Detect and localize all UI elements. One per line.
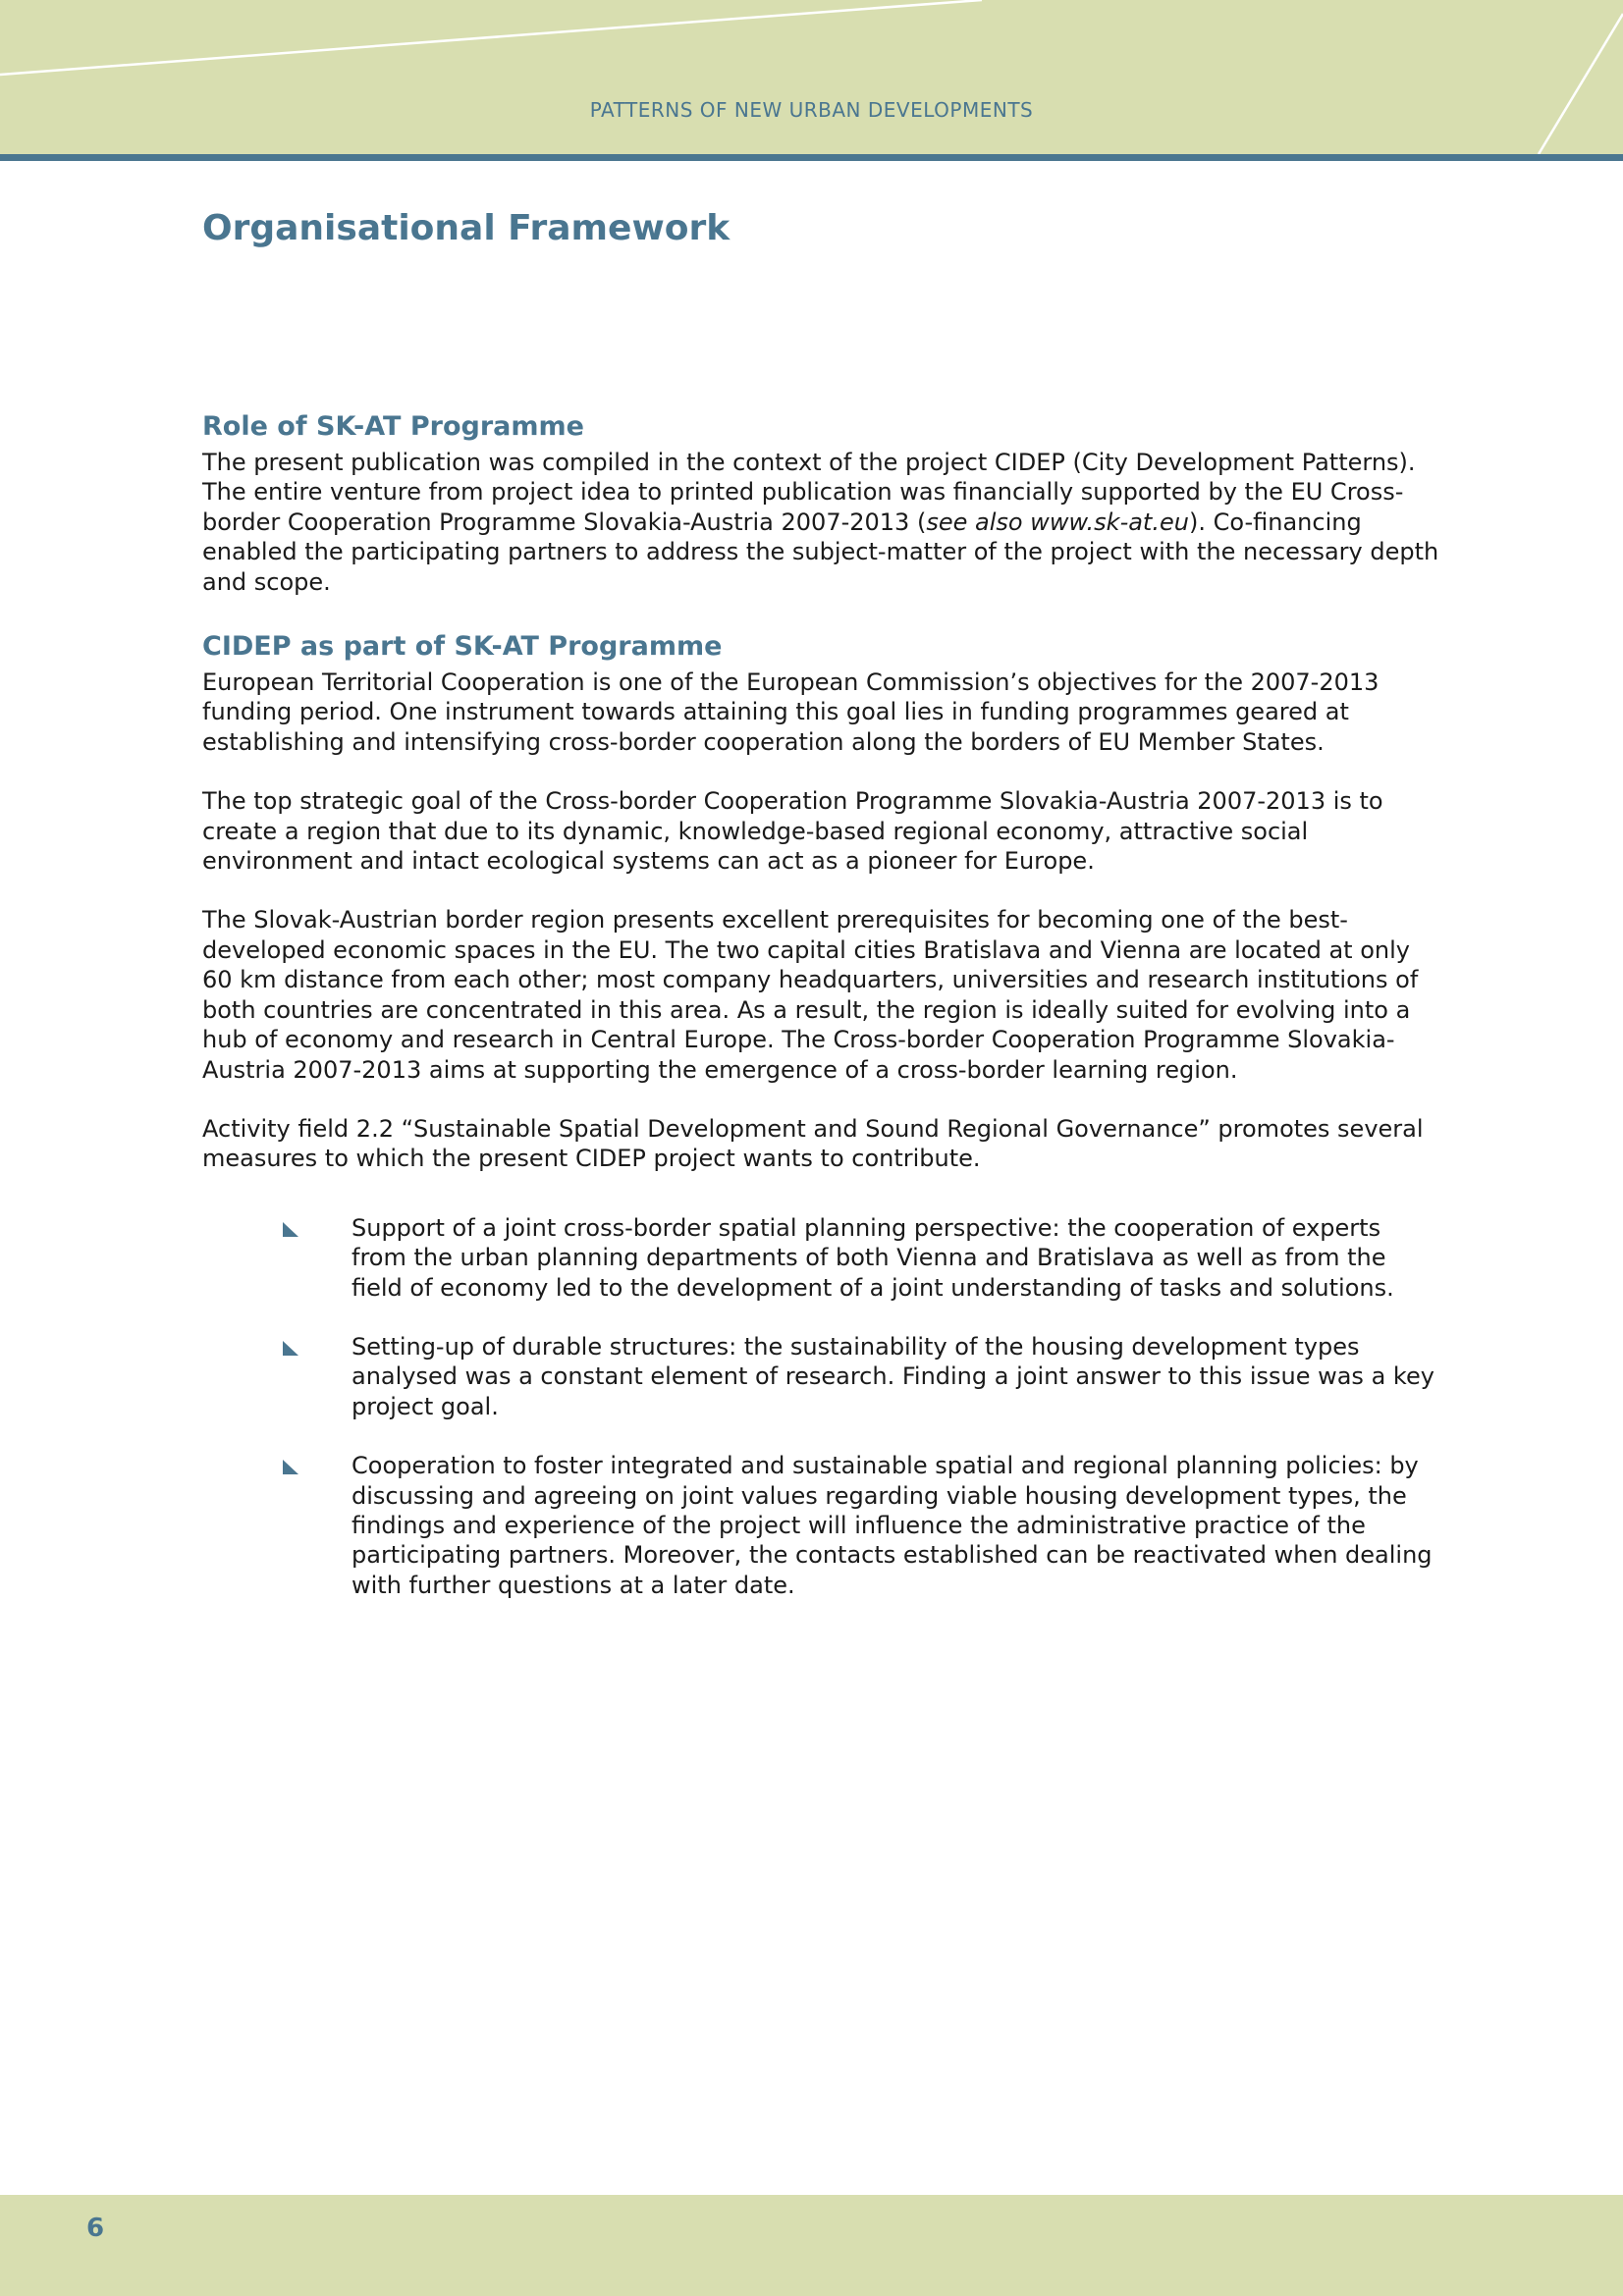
paragraph-role-text-end: ). Co-financing enabled the participating partners to address the subject-matter of the project with the necessary depth and scope. [202, 507, 1439, 596]
page-header [0, 0, 1623, 161]
paragraph-role-text-start: The present publication was compiled in the context of the project CIDEP (City Development Patterns). The entire venture from project idea to printed publication was financially supported by the EU Cross-border Cooperation Programme Slovakia-Austria 2007-2013 ( [202, 449, 1416, 536]
page-content [202, 206, 1439, 1629]
paragraph-role [202, 448, 1439, 597]
bullet-text: Cooperation to foster integrated and sustainable spatial and regional planning policies: by discussing and agreeing on joint values regarding viable housing development types, the findings and experience of the project will influence the administrative practice of the participating partners. Moreover, the contacts established can be reactivated when dealing with further questions at a later date. [352, 1452, 1433, 1599]
paragraph: Activity field 2.2 “Sustainable Spatial Development and Sound Regional Governance” promotes several measures to which the present CIDEP project wants to contribute. [202, 1114, 1424, 1173]
bullet-text: Support of a joint cross-border spatial planning perspective: the cooperation of experts from the urban planning departments of both Vienna and Bratislava as well as from the field of economy led to the development of a joint understanding of tasks and solutions. [352, 1213, 1394, 1302]
page-footer [0, 2195, 1623, 2296]
bullet-item [202, 1451, 1439, 1600]
paragraph-role-italic-reference: see also www.sk-at.eu [926, 507, 1189, 536]
section-heading-role: Role of SK-AT Programme [202, 411, 584, 442]
section-heading-cidep: CIDEP as part of SK-AT Programme [202, 631, 723, 663]
triangle-bullet-icon [283, 1222, 298, 1237]
paragraph: European Territorial Cooperation is one of the European Commission’s objectives for the 2007-2013 funding period. One instrument towards attaining this goal lies in funding programmes geared at establishing and intensifying cross-border cooperation along the borders of EU Member States. [202, 668, 1380, 756]
running-title: PATTERNS OF NEW URBAN DEVELOPMENTS [589, 98, 1034, 122]
bullet-item [202, 1332, 1439, 1421]
page-title: Organisational Framework [202, 208, 730, 248]
triangle-bullet-icon [283, 1341, 298, 1356]
paragraph: The top strategic goal of the Cross-border Cooperation Programme Slovakia-Austria 2007-2013 is to create a region that due to its dynamic, knowledge-based regional economy, attractive social environment and intact ecological systems can act as a pioneer for Europe. [202, 787, 1383, 876]
page-number: 6 [86, 2214, 105, 2243]
bullet-list [202, 1213, 1439, 1600]
header-decorative-lines [0, 0, 1623, 154]
bullet-item [202, 1213, 1439, 1303]
triangle-bullet-icon [283, 1460, 298, 1474]
paragraph: The Slovak-Austrian border region presents excellent prerequisites for becoming one of the best-developed economic spaces in the EU. The two capital cities Bratislava and Vienna are located at only 60 km distance from each other; most company headquarters, universities and research institutions of both countries are concentrated in this area. As a result, the region is ideally suited for evolving into a hub of economy and research in Central Europe. The Cross-border Cooperation Programme Slovakia-Austria 2007-2013 aims at supporting the emergence of a cross-border learning region. [202, 906, 1419, 1084]
bullet-text: Setting-up of durable structures: the sustainability of the housing development types analysed was a constant element of research. Finding a joint answer to this issue was a key project goal. [352, 1332, 1434, 1420]
